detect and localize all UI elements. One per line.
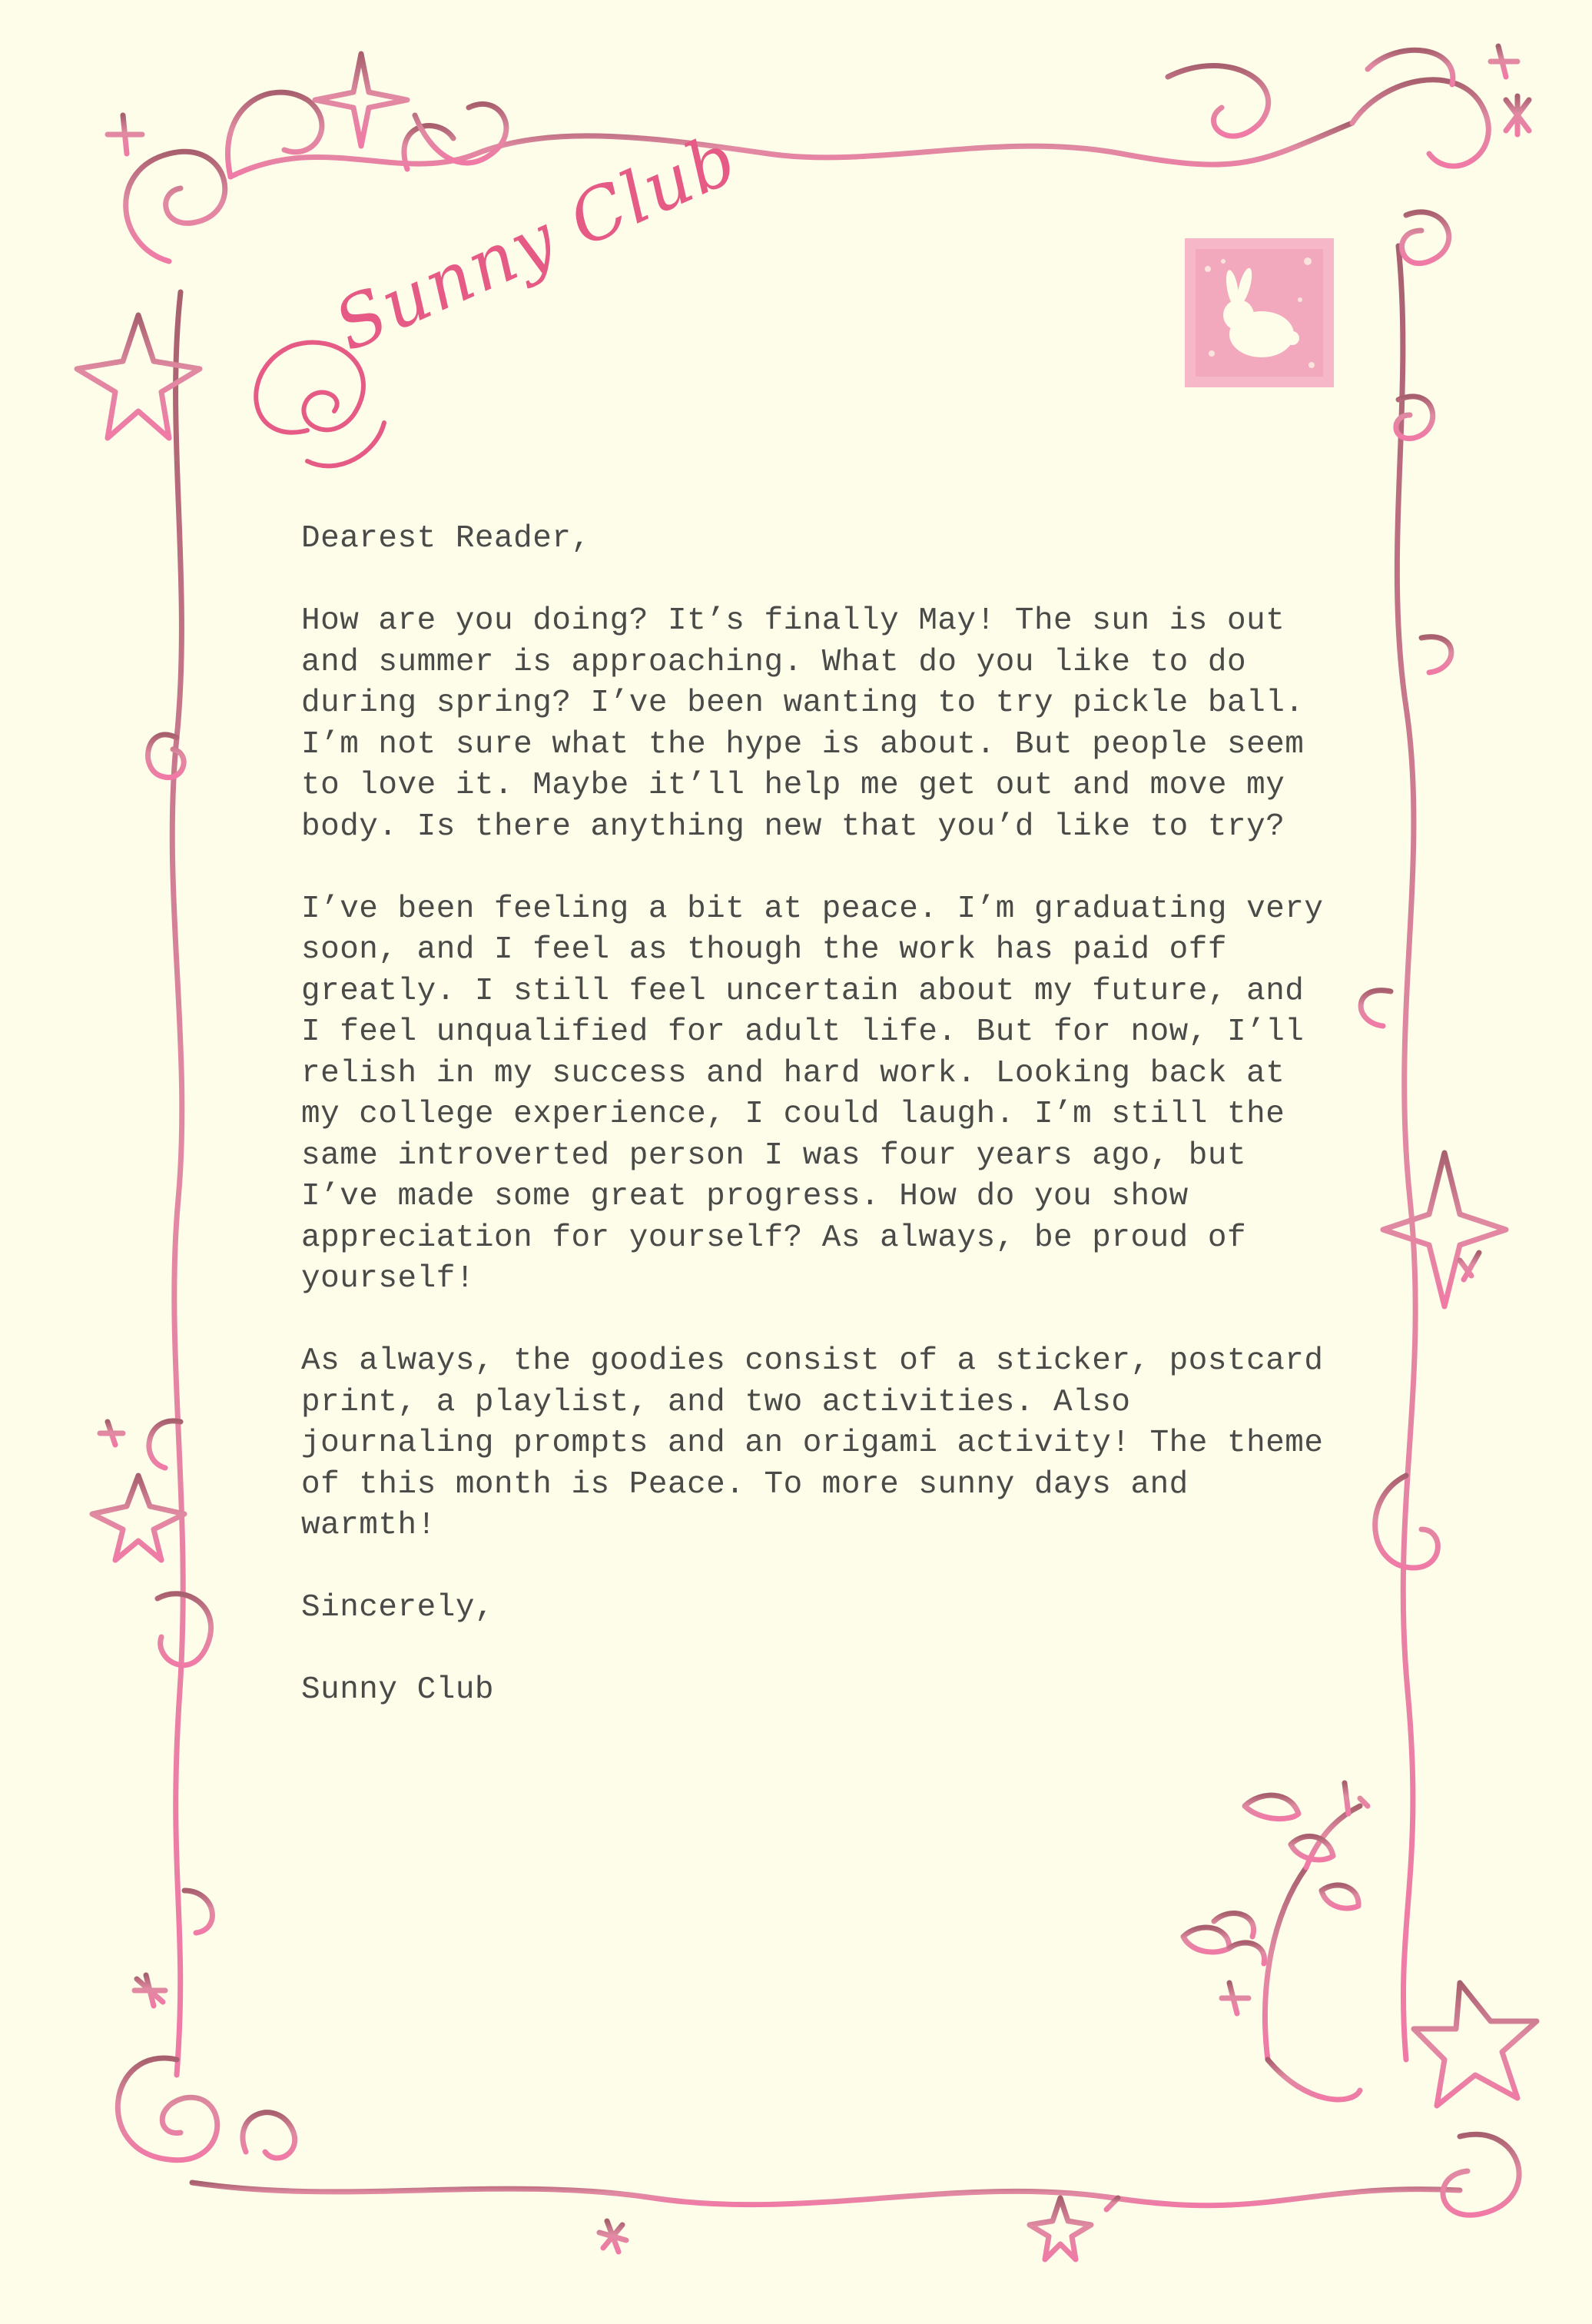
letter-paragraph: I’ve been feeling a bit at peace. I’m graduating very soon, and I feel as though the work has paid off greatly. I still feel uncertain about my future, and I feel unqualified for adult life. But for now, I’ll relish in my success and hard work. Looking back at my college experience, I could laugh. I’m still the same introverted person I was four years ago, but I’ve made some great progress. How do you show appreciation for yourself? As always, be proud of yourself! bbox=[301, 891, 1324, 1296]
letter-paragraph: How are you doing? It’s finally May! The sun is out and summer is approaching. What do you like to do during spring? I’ve been wanting to try pickle ball. I’m not sure what the hype is about. But people seem to love it. Maybe it’ll help me get out and move my body. Is there anything new that you’d like to try? bbox=[301, 603, 1305, 845]
rabbit-stamp bbox=[1185, 238, 1334, 387]
letter-paragraph: As always, the goodies consist of a sticker, postcard print, a playlist, and two activities. Also journaling prompts and an origami activity! The theme of this month is Peace. To more sunny days and warmth! bbox=[301, 1343, 1324, 1543]
letter-body bbox=[301, 519, 1331, 1752]
letter-closing: Sincerely, bbox=[301, 1590, 495, 1625]
letter-signature: Sunny Club bbox=[301, 1672, 495, 1708]
sunny-club-logo bbox=[231, 117, 750, 492]
logo-text: Sunny Club bbox=[323, 117, 750, 367]
letter-greeting: Dearest Reader, bbox=[301, 521, 591, 556]
